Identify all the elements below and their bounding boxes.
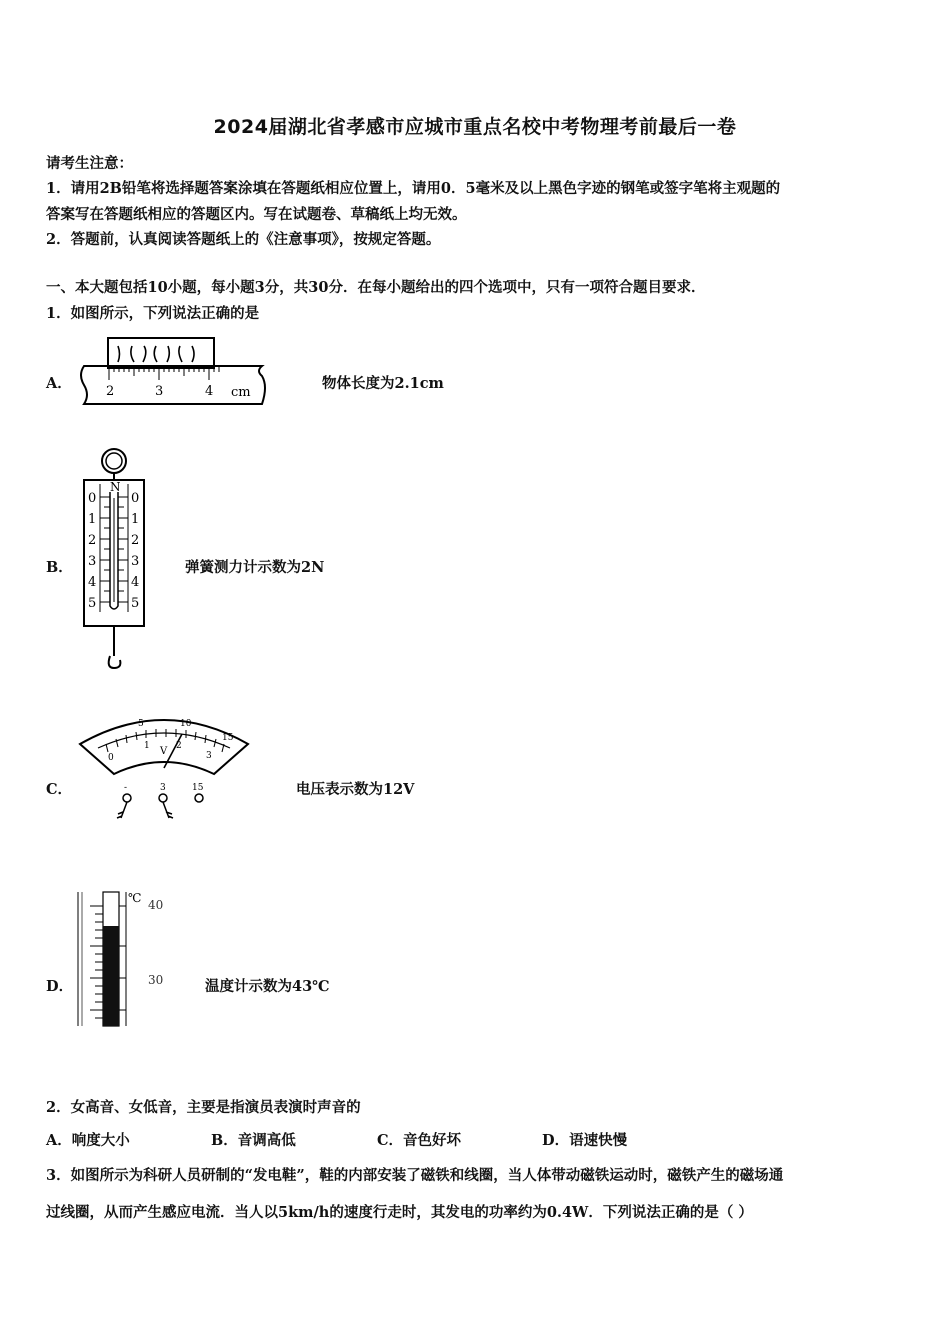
- voltmeter-inner-1: 1: [144, 741, 150, 751]
- thermometer-tick-30: 30: [148, 973, 164, 987]
- question-3-line-2: 过线圈，从而产生感应电流．当人以5km/h的速度行走时，其发电的功率约为0.4W．下列说法正确的是（ ）: [46, 1204, 753, 1221]
- notice-heading: 请考生注意：: [46, 155, 133, 172]
- voltmeter-outer-10: 10: [180, 719, 192, 729]
- question-2-option-a: A．响度大小: [46, 1132, 130, 1149]
- spring-label-n: N: [110, 480, 121, 494]
- voltmeter-inner-3: 3: [206, 751, 212, 761]
- spring-right-3: 3: [131, 554, 140, 569]
- spring-left-1: 1: [88, 512, 97, 527]
- notice-line-2: 答案写在答题纸相应的答题区内。写在试题卷、草稿纸上均无效。: [46, 206, 467, 223]
- ruler-tick-4: 4: [205, 384, 214, 399]
- terminal-neg-label: -: [124, 783, 128, 793]
- terminal-3-icon: [159, 794, 167, 802]
- voltmeter-figure: [76, 704, 252, 826]
- option-c-text: 电压表示数为12V: [296, 781, 415, 798]
- terminal-15-label: 15: [192, 783, 204, 793]
- spring-left-5: 5: [88, 596, 97, 611]
- spring-right-1: 1: [131, 512, 140, 527]
- question-1-stem: 1．如图所示，下列说法正确的是: [46, 305, 260, 322]
- spring-left-2: 2: [88, 533, 97, 548]
- spring-right-0: 0: [131, 491, 140, 506]
- option-d-text: 温度计示数为43℃: [205, 978, 330, 995]
- page-title: 2024届湖北省孝感市应城市重点名校中考物理考前最后一卷: [213, 116, 737, 138]
- option-d-letter: D．: [46, 978, 74, 995]
- thermometer-liquid: [103, 926, 119, 1026]
- spring-scale-figure: [76, 446, 158, 674]
- voltmeter-inner-0: 0: [108, 753, 114, 763]
- option-c-letter: C．: [46, 781, 73, 798]
- thermometer-unit: ℃: [128, 891, 142, 905]
- spring-left-3: 3: [88, 554, 97, 569]
- notice-line-1: 1．请用2B铅笔将选择题答案涂填在答题纸相应位置上，请用0．5毫米及以上黑色字迹的钢笔或签字笔将主观题的: [46, 180, 781, 197]
- ruler-tick-3: 3: [155, 384, 164, 399]
- question-2-option-c: C．音色好坏: [377, 1132, 462, 1149]
- ruler-unit: cm: [231, 385, 251, 400]
- thermometer-tick-40: 40: [148, 898, 164, 912]
- terminal-15-icon: [195, 794, 203, 802]
- question-3-line-1: 3．如图所示为科研人员研制的“发电鞋”，鞋的内部安装了磁铁和线圈，当人体带动磁铁运动时，磁铁产生的磁场通: [46, 1167, 784, 1184]
- section-1-heading: 一、本大题包括10小题，每小题3分，共30分．在每小题给出的四个选项中，只有一项符合题目要求．: [46, 279, 706, 296]
- spring-right-5: 5: [131, 596, 140, 611]
- option-a-letter: A．: [46, 375, 72, 392]
- spring-right-4: 4: [131, 575, 140, 590]
- notice-line-3: 2．答题前，认真阅读答题纸上的《注意事项》，按规定答题。: [46, 231, 441, 248]
- voltmeter-inner-2: 2: [176, 741, 182, 751]
- thermometer-figure: [76, 888, 172, 1030]
- spring-left-0: 0: [88, 491, 97, 506]
- question-2-option-b: B．音调高低: [211, 1132, 296, 1149]
- terminal-neg-icon: [123, 794, 131, 802]
- terminal-3-label: 3: [160, 783, 166, 793]
- option-a-text: 物体长度为2.1cm: [322, 375, 444, 392]
- question-2-stem: 2．女高音、女低音，主要是指演员表演时声音的: [46, 1099, 361, 1116]
- option-b-letter: B．: [46, 559, 73, 576]
- option-b-text: 弹簧测力计示数为2N: [185, 559, 325, 576]
- spring-left-4: 4: [88, 575, 97, 590]
- ruler-tick-2: 2: [106, 384, 115, 399]
- voltmeter-symbol: V: [160, 746, 168, 757]
- question-2-option-d: D．语速快慢: [542, 1132, 628, 1149]
- ruler-figure: [78, 334, 273, 408]
- voltmeter-outer-5: 5: [138, 719, 144, 729]
- spring-right-2: 2: [131, 533, 140, 548]
- voltmeter-outer-15: 15: [222, 733, 234, 743]
